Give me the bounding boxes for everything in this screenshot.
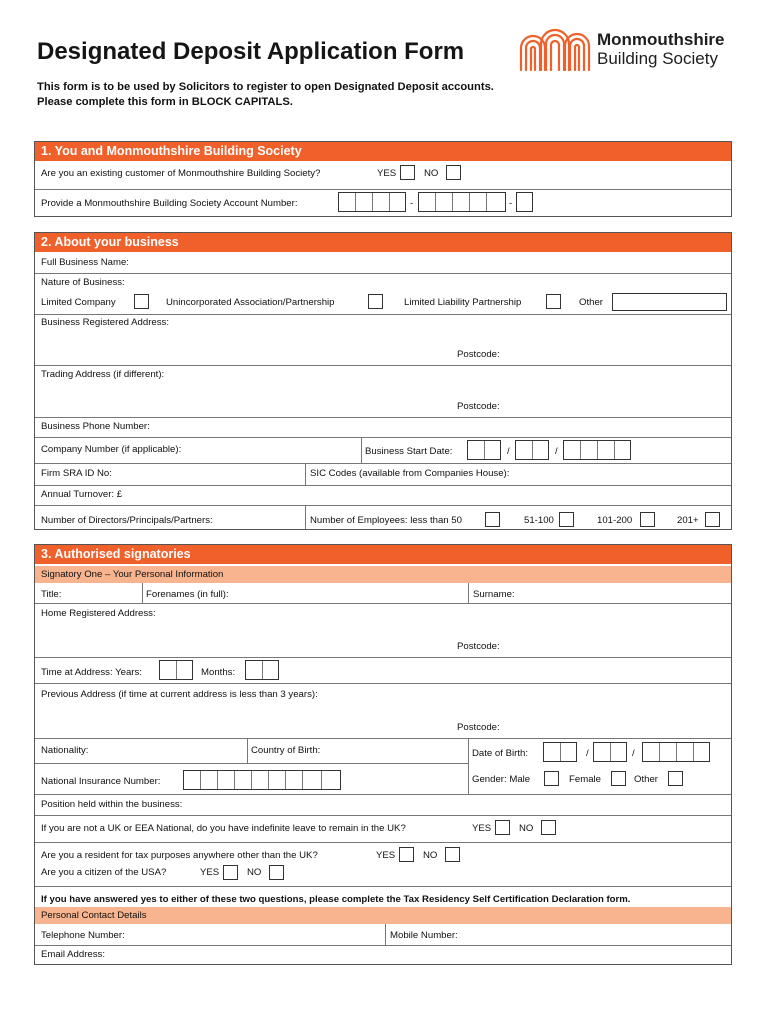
other-business-input[interactable]: [612, 293, 727, 311]
divider: [35, 657, 731, 658]
signatory-one-subheading: Signatory One – Your Personal Information: [35, 566, 731, 583]
dob-year[interactable]: [642, 742, 710, 762]
title-label[interactable]: Title:: [41, 589, 62, 600]
account-number-part-3[interactable]: [516, 192, 533, 212]
account-number-label: Provide a Monmouthshire Building Society Account Number:: [41, 198, 298, 209]
leave-to-remain-label: If you are not a UK or EEA National, do you have indefinite leave to remain in the UK?: [41, 823, 406, 834]
dob-month[interactable]: [593, 742, 627, 762]
home-postcode-label: Postcode:: [457, 641, 500, 652]
divider: [142, 583, 143, 603]
registered-address-label[interactable]: Business Registered Address:: [41, 317, 169, 328]
divider: [35, 886, 731, 887]
employees-201-plus-checkbox[interactable]: [705, 512, 720, 527]
section-2-heading: 2. About your business: [35, 233, 731, 252]
divider: [35, 603, 731, 604]
divider: [35, 763, 468, 764]
time-months-input[interactable]: [245, 660, 279, 680]
divider: [35, 842, 731, 843]
date-slash: /: [507, 446, 510, 457]
tax-residency-note: If you have answered yes to either of these two questions, please complete the Tax Residency Self Certification Declaration form.: [41, 894, 631, 905]
full-business-name-label[interactable]: Full Business Name:: [41, 257, 129, 268]
forenames-label[interactable]: Forenames (in full):: [146, 589, 229, 600]
usa-yes-checkbox[interactable]: [223, 865, 238, 880]
divider: [35, 794, 731, 795]
dob-day[interactable]: [543, 742, 577, 762]
ni-number-label: National Insurance Number:: [41, 776, 161, 787]
gender-other-label: Other: [634, 774, 658, 785]
home-address-label[interactable]: Home Registered Address:: [41, 608, 156, 619]
other-business-label: Other: [579, 297, 603, 308]
mobile-label[interactable]: Mobile Number:: [390, 930, 458, 941]
telephone-label[interactable]: Telephone Number:: [41, 930, 125, 941]
business-phone-label[interactable]: Business Phone Number:: [41, 421, 150, 432]
logo-text-line-2: Building Society: [597, 49, 718, 68]
account-dash-1: -: [410, 198, 414, 209]
employees-label: Number of Employees: less than 50: [310, 515, 462, 526]
unincorporated-label: Unincorporated Association/Partnership: [166, 297, 335, 308]
gender-male-checkbox[interactable]: [544, 771, 559, 786]
start-date-label: Business Start Date:: [365, 446, 453, 457]
divider: [35, 417, 731, 418]
start-date-year[interactable]: [563, 440, 631, 460]
leave-yes-checkbox[interactable]: [495, 820, 510, 835]
existing-no-label: NO: [424, 168, 439, 179]
section-1-heading: 1. You and Monmouthshire Building Society: [35, 142, 731, 161]
date-slash: /: [632, 748, 635, 759]
divider: [35, 815, 731, 816]
tax-no-label: NO: [423, 850, 438, 861]
account-number-part-2[interactable]: [418, 192, 506, 212]
previous-postcode-label: Postcode:: [457, 722, 500, 733]
position-label[interactable]: Position held within the business:: [41, 799, 183, 810]
nationality-label[interactable]: Nationality:: [41, 745, 89, 756]
logo-arches-icon: [517, 28, 593, 72]
divider: [35, 505, 731, 506]
divider: [305, 463, 306, 485]
sra-id-label[interactable]: Firm SRA ID No:: [41, 468, 112, 479]
usa-no-checkbox[interactable]: [269, 865, 284, 880]
months-label: Months:: [201, 667, 236, 678]
divider: [305, 505, 306, 529]
employees-101-label: 101-200: [597, 515, 633, 526]
start-date-day[interactable]: [467, 440, 501, 460]
employees-201-label: 201+: [677, 515, 699, 526]
personal-contact-subheading: Personal Contact Details: [35, 907, 731, 924]
dob-label: Date of Birth:: [472, 748, 528, 759]
employees-101-200-checkbox[interactable]: [640, 512, 655, 527]
limited-company-checkbox[interactable]: [134, 294, 149, 309]
leave-no-checkbox[interactable]: [541, 820, 556, 835]
divider: [35, 273, 731, 274]
usa-no-label: NO: [247, 867, 262, 878]
gender-female-label: Female: [569, 774, 601, 785]
company-number-label[interactable]: Company Number (if applicable):: [41, 444, 182, 455]
existing-yes-label: YES: [377, 168, 397, 179]
registered-postcode-label: Postcode:: [457, 349, 500, 360]
llp-label: Limited Liability Partnership: [404, 297, 522, 308]
society-logo: [517, 26, 737, 76]
employees-under-50-checkbox[interactable]: [485, 512, 500, 527]
divider: [247, 738, 248, 763]
divider: [35, 314, 731, 315]
gender-female-checkbox[interactable]: [611, 771, 626, 786]
start-date-month[interactable]: [515, 440, 549, 460]
sic-codes-label[interactable]: SIC Codes (available from Companies House):: [310, 468, 510, 479]
intro-line-2: Please complete this form in BLOCK CAPITALS.: [37, 96, 293, 108]
limited-company-label: Limited Company: [41, 297, 116, 308]
surname-label[interactable]: Surname:: [473, 589, 515, 600]
tax-no-checkbox[interactable]: [445, 847, 460, 862]
ni-number-input[interactable]: [183, 770, 341, 790]
directors-label[interactable]: Number of Directors/Principals/Partners:: [41, 515, 213, 526]
leave-yes-label: YES: [472, 823, 492, 834]
trading-postcode-label: Postcode:: [457, 401, 500, 412]
email-label[interactable]: Email Address:: [41, 949, 105, 960]
leave-no-label: NO: [519, 823, 534, 834]
gender-male-label: Gender: Male: [472, 774, 531, 785]
time-years-label: Time at Address: Years:: [41, 667, 142, 678]
gender-other-checkbox[interactable]: [668, 771, 683, 786]
divider: [35, 437, 731, 438]
employees-51-label: 51-100: [524, 515, 554, 526]
existing-no-checkbox[interactable]: [446, 165, 461, 180]
usa-yes-label: YES: [200, 867, 220, 878]
annual-turnover-label[interactable]: Annual Turnover: £: [41, 489, 123, 500]
divider: [35, 463, 731, 464]
time-years-input[interactable]: [159, 660, 193, 680]
previous-address-label[interactable]: Previous Address (if time at current address is less than 3 years):: [41, 689, 318, 700]
divider: [468, 583, 469, 603]
divider: [385, 924, 386, 945]
account-number-part-1[interactable]: [338, 192, 406, 212]
divider: [35, 683, 731, 684]
divider: [35, 738, 731, 739]
divider: [35, 365, 731, 366]
llp-checkbox[interactable]: [546, 294, 561, 309]
unincorporated-checkbox[interactable]: [368, 294, 383, 309]
usa-citizen-label: Are you a citizen of the USA?: [41, 867, 167, 878]
logo-text-line-1: Monmouthshire: [597, 30, 725, 49]
country-of-birth-label[interactable]: Country of Birth:: [251, 745, 321, 756]
tax-yes-checkbox[interactable]: [399, 847, 414, 862]
nature-of-business-label: Nature of Business:: [41, 277, 125, 288]
employees-51-100-checkbox[interactable]: [559, 512, 574, 527]
divider: [35, 485, 731, 486]
tax-resident-label: Are you a resident for tax purposes anywhere other than the UK?: [41, 850, 318, 861]
date-slash: /: [586, 748, 589, 759]
divider: [35, 945, 731, 946]
tax-yes-label: YES: [376, 850, 396, 861]
date-slash: /: [555, 446, 558, 457]
section-3-heading: 3. Authorised signatories: [35, 545, 731, 564]
page-title: Designated Deposit Application Form: [37, 38, 465, 65]
account-dash-2: -: [509, 198, 513, 209]
trading-address-label[interactable]: Trading Address (if different):: [41, 369, 165, 380]
existing-yes-checkbox[interactable]: [400, 165, 415, 180]
divider: [361, 437, 362, 463]
divider: [468, 738, 469, 794]
divider: [35, 189, 731, 190]
intro-line-1: This form is to be used by Solicitors to register to open Designated Deposit accounts.: [37, 81, 494, 93]
existing-customer-label: Are you an existing customer of Monmouthshire Building Society?: [41, 168, 321, 179]
